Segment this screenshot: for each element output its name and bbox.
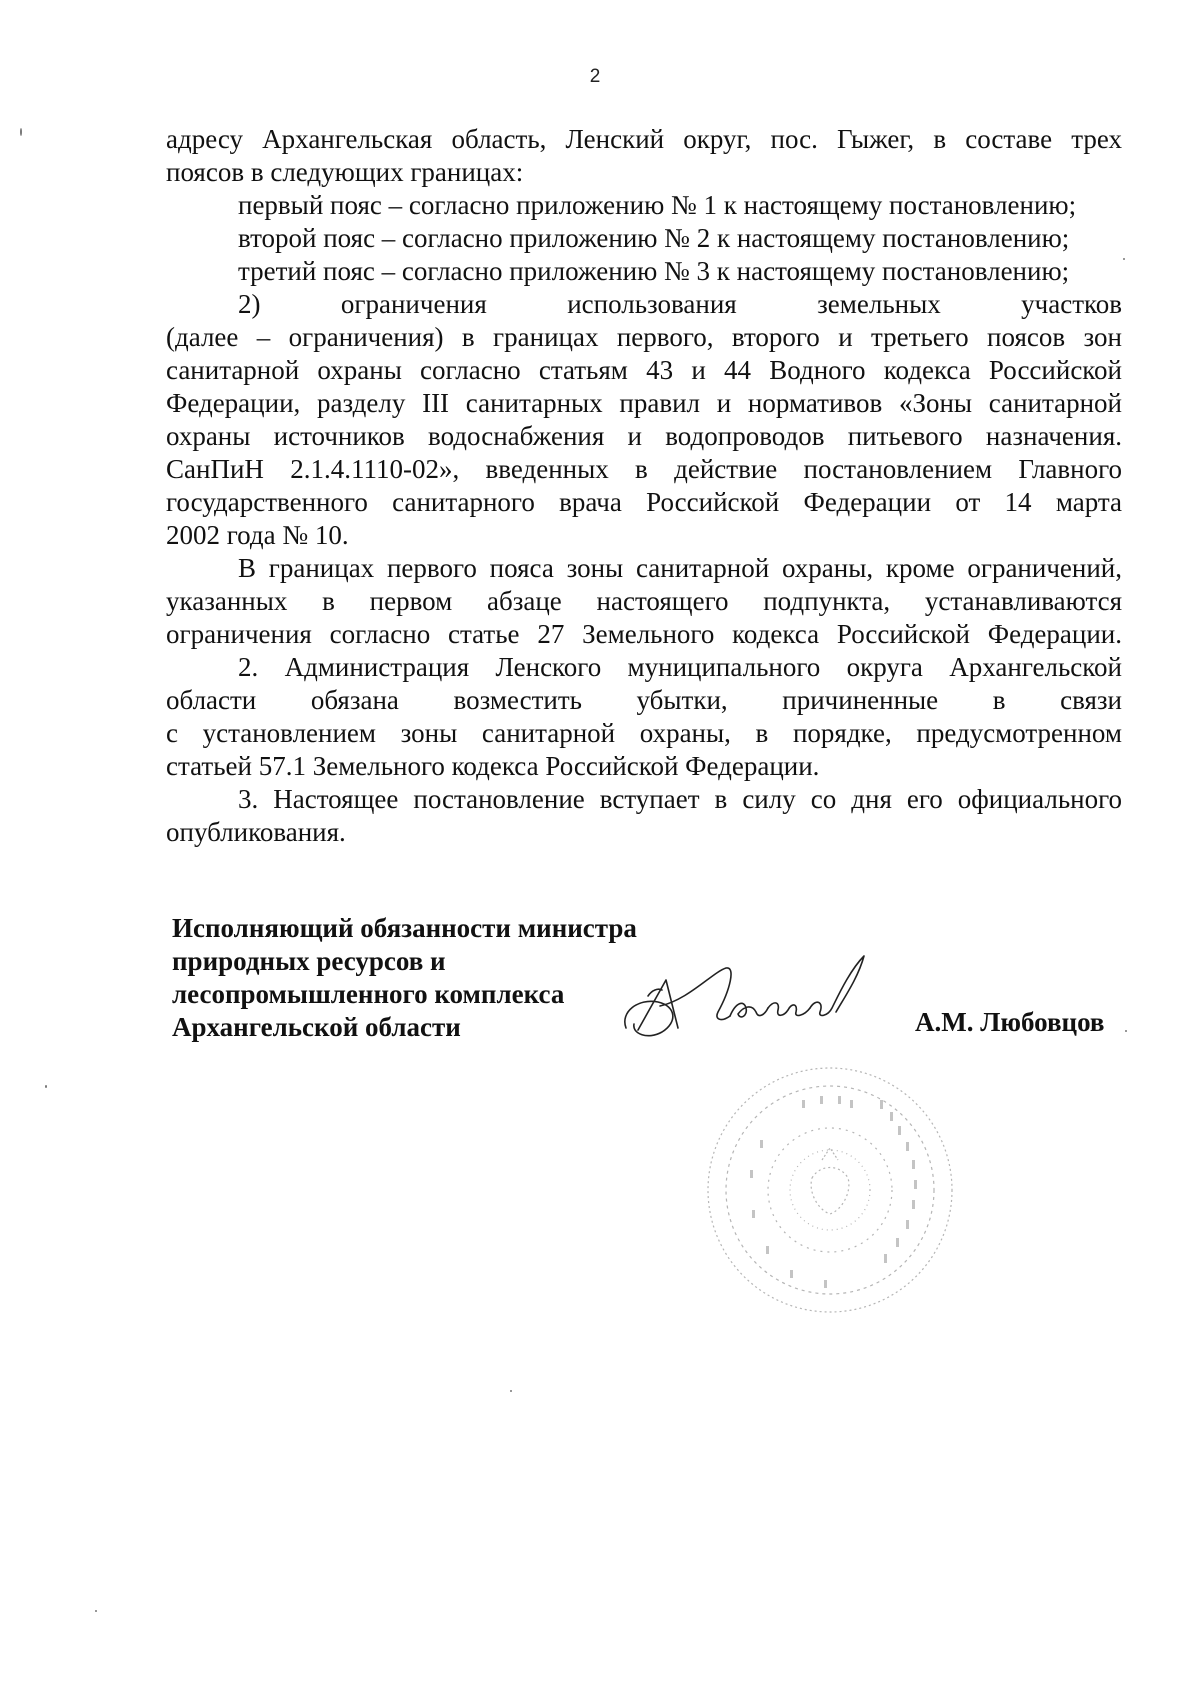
body-line: статьей 57.1 Земельного кодекса Российской Федерации.	[166, 751, 820, 781]
body-line: СанПиН 2.1.4.1110-02», введенных в действие постановлением Главного	[166, 454, 1122, 484]
body-line: санитарной охраны согласно статьям 43 и 44 Водного кодекса Российской	[166, 355, 1122, 385]
scan-speck	[20, 128, 22, 136]
body-line: государственного санитарного врача Российской Федерации от 14 марта	[166, 487, 1122, 517]
body-line: В границах первого пояса зоны санитарной охраны, кроме ограничений,	[238, 553, 1122, 583]
scan-speck	[45, 1085, 47, 1088]
scan-speck	[95, 1610, 97, 1612]
scan-speck	[1123, 258, 1125, 260]
signatory-position-line: Архангельской области	[172, 1012, 461, 1042]
body-line: второй пояс – согласно приложению № 2 к настоящему постановлению;	[238, 223, 1070, 253]
official-seal	[700, 1060, 960, 1320]
signer-name: А.М. Любовцов	[915, 1007, 1105, 1037]
body-line: с установлением зоны санитарной охраны, в порядке, предусмотренном	[166, 718, 1122, 748]
body-line: охраны источников водоснабжения и водопроводов питьевого назначения.	[166, 421, 1122, 451]
body-line: адресу Архангельская область, Ленский округ, пос. Гыжег, в составе трех	[166, 124, 1122, 154]
body-line: Федерации, разделу III санитарных правил и нормативов «Зоны санитарной	[166, 388, 1122, 418]
body-line: указанных в первом абзаце настоящего подпункта, устанавливаются	[166, 586, 1122, 616]
signatory-position-line: природных ресурсов и	[172, 946, 446, 976]
body-line: опубликования.	[166, 817, 346, 847]
body-line: поясов в следующих границах:	[166, 157, 524, 187]
body-line: области обязана возместить убытки, причиненные в связи	[166, 685, 1122, 715]
scan-speck	[510, 1390, 512, 1392]
page-number: 2	[589, 66, 601, 87]
signatory-position-line: лесопромышленного комплекса	[172, 979, 565, 1009]
body-line: 2. Администрация Ленского муниципального округа Архангельской	[238, 652, 1122, 682]
body-line: первый пояс – согласно приложению № 1 к настоящему постановлению;	[238, 190, 1077, 220]
body-line: 2002 года № 10.	[166, 520, 349, 550]
body-line: 2) ограничения использования земельных участков	[238, 289, 1122, 319]
body-line: третий пояс – согласно приложению № 3 к настоящему постановлению;	[238, 256, 1070, 286]
body-line: ограничения согласно статье 27 Земельного кодекса Российской Федерации.	[166, 619, 1122, 649]
scan-speck	[1125, 1030, 1127, 1032]
signatory-position-line: Исполняющий обязанности министра	[172, 913, 637, 943]
body-line: (далее – ограничения) в границах первого, второго и третьего поясов зон	[166, 322, 1122, 352]
handwritten-signature	[618, 950, 868, 1045]
body-line: 3. Настоящее постановление вступает в силу со дня его официального	[238, 784, 1122, 814]
